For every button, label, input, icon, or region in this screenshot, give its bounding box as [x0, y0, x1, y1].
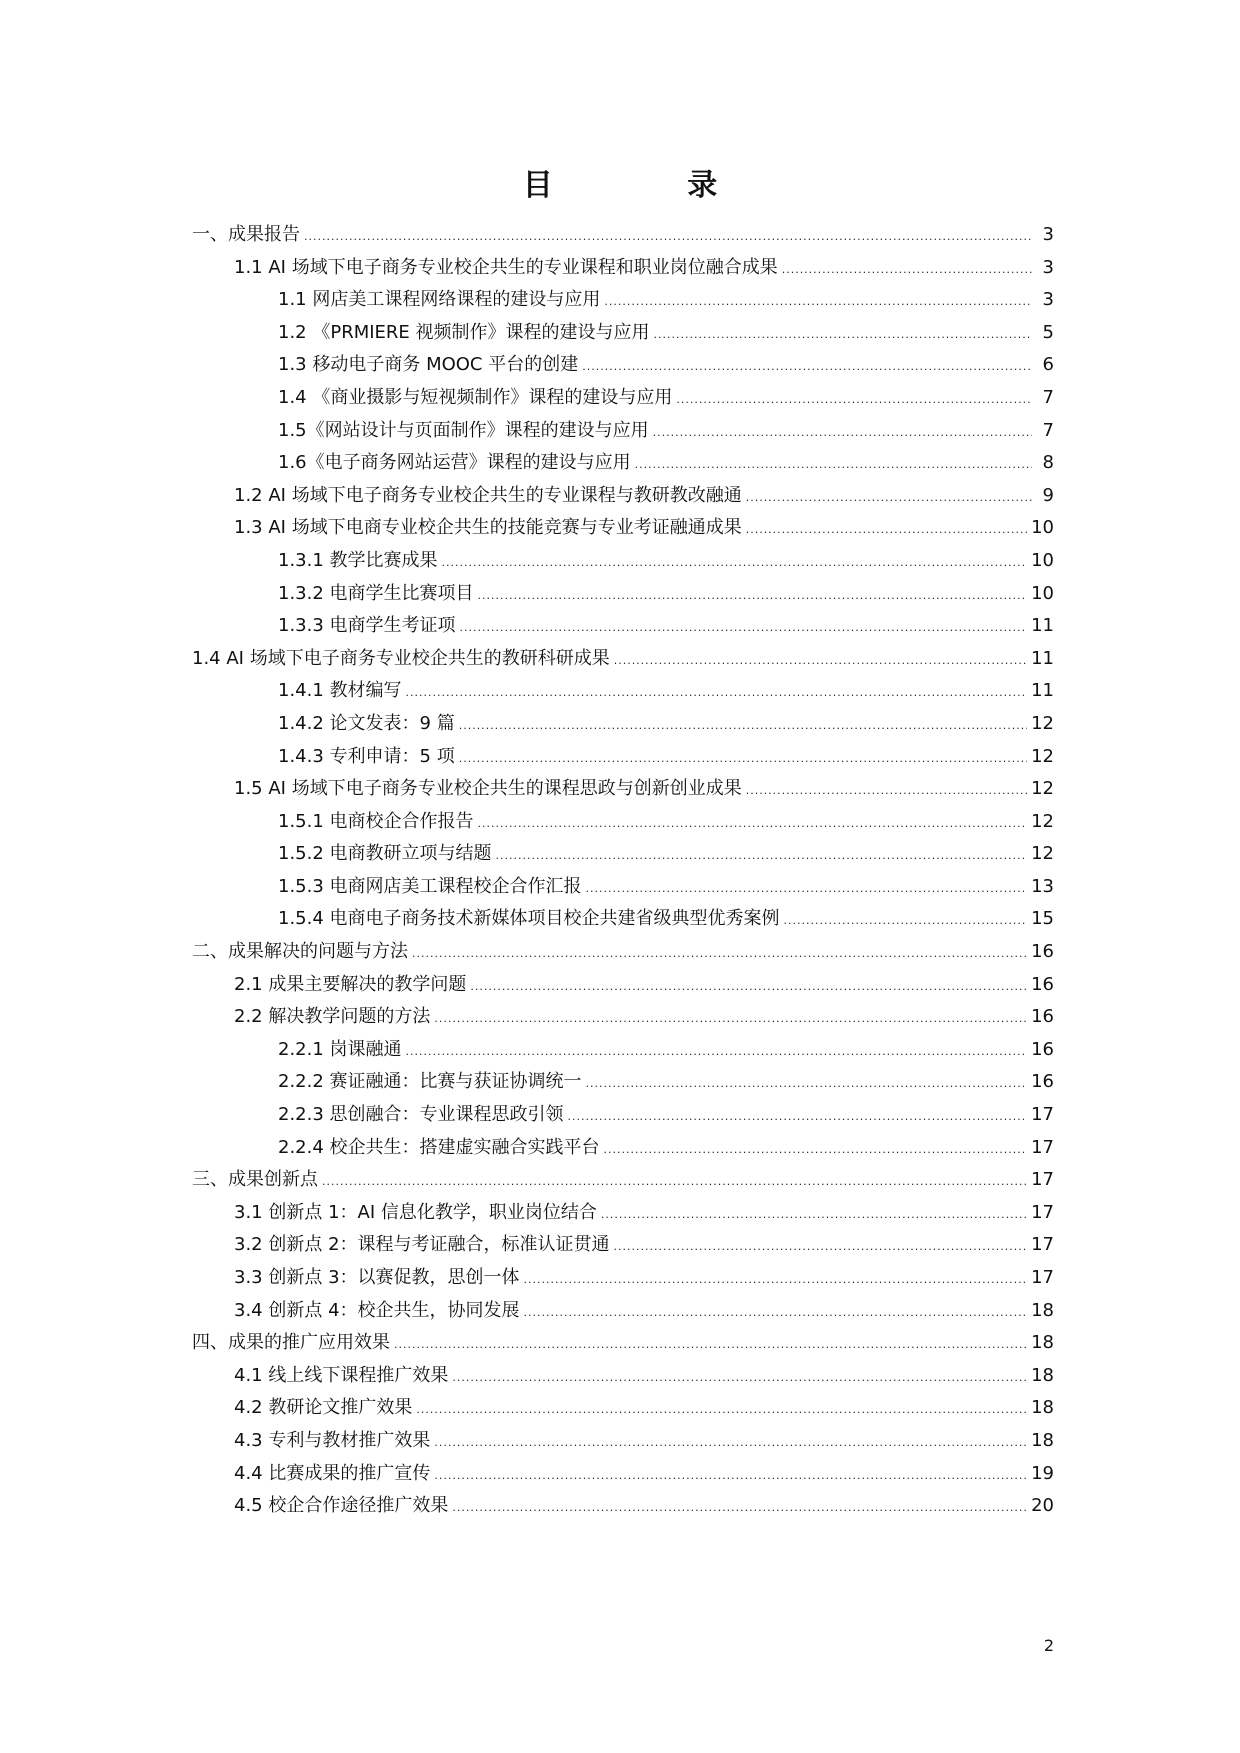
toc-dot-leader: [406, 677, 1028, 710]
toc-entry-title: 3.3 创新点 3：以赛促教，思创一体: [234, 1267, 520, 1288]
toc-entry[interactable]: [192, 545, 1054, 578]
toc-entry-title: 1.3 移动电子商务 MOOC 平台的创建: [278, 354, 579, 376]
toc-entry-page: 18: [1031, 1397, 1054, 1419]
toc-dot-leader: [614, 645, 1027, 678]
toc-dot-leader: [470, 971, 1027, 1004]
toc-entry-page: 18: [1031, 1332, 1054, 1354]
toc-entry-title: 1.5.2 电商教研立项与结题: [278, 843, 492, 865]
toc-entry-title: 1.3.2 电商学生比赛项目: [278, 582, 474, 604]
toc-entry-title: 4.5 校企合作途径推广效果: [234, 1495, 449, 1517]
toc-dot-leader: [746, 514, 1027, 547]
toc-entry-page: 15: [1031, 908, 1054, 930]
toc-entry-page: 17: [1031, 1234, 1054, 1256]
toc-entry-page: 7: [1042, 386, 1054, 408]
toc-dot-leader: [394, 1329, 1027, 1362]
toc-entry-title: 三、成果创新点: [192, 1169, 318, 1191]
toc-entry-title: 1.5.1 电商校企合作报告: [278, 810, 474, 832]
toc-entry-page: 9: [1042, 484, 1054, 506]
toc-entry-title: 4.3 专利与教材推广效果: [234, 1429, 431, 1451]
toc-entry[interactable]: [192, 284, 1054, 317]
toc-entry-page: 16: [1031, 973, 1054, 995]
toc-entry-page: 16: [1031, 941, 1054, 963]
table-of-contents: [192, 219, 1054, 1523]
toc-entry[interactable]: [192, 415, 1054, 448]
toc-dot-leader: [452, 1492, 1027, 1525]
toc-entry-page: 3: [1042, 256, 1054, 278]
toc-dot-leader: [604, 286, 1032, 319]
toc-dot-leader: [746, 775, 1027, 808]
toc-dot-leader: [601, 1199, 1027, 1232]
toc-entry-title: 2.2 解决教学问题的方法: [234, 1006, 431, 1028]
toc-entry-page: 10: [1031, 582, 1054, 604]
toc-dot-leader: [654, 319, 1032, 352]
toc-dot-leader: [459, 710, 1027, 743]
toc-dot-leader: [478, 808, 1028, 841]
toc-dot-leader: [582, 351, 1032, 384]
toc-dot-leader: [782, 254, 1032, 287]
toc-dot-leader: [784, 905, 1028, 938]
toc-entry-title: 3.1 创新点 1：AI 信息化教学，职业岗位结合: [234, 1201, 597, 1223]
toc-dot-leader: [604, 1134, 1028, 1167]
toc-dot-leader: [322, 1166, 1027, 1199]
toc-entry[interactable]: [192, 1458, 1054, 1491]
toc-entry-title: 1.3.3 电商学生考证项: [278, 615, 456, 637]
toc-entry[interactable]: [192, 480, 1054, 513]
toc-title: 目 录: [522, 168, 780, 203]
toc-entry-page: 16: [1031, 1038, 1054, 1060]
toc-entry[interactable]: [192, 1132, 1054, 1165]
toc-entry-title: 二、成果解决的问题与方法: [192, 941, 408, 963]
toc-entry-title: 1.2 AI 场域下电子商务专业校企共生的专业课程与教研教改融通: [234, 484, 742, 506]
toc-dot-leader: [416, 1394, 1027, 1427]
toc-entry-page: 17: [1031, 1267, 1054, 1288]
toc-entry-title: 1.5.4 电商电子商务技术新媒体项目校企共建省级典型优秀案例: [278, 908, 780, 930]
toc-entry-page: 8: [1042, 452, 1054, 474]
toc-dot-leader: [586, 1068, 1028, 1101]
toc-entry[interactable]: [192, 1295, 1054, 1328]
toc-entry-page: 12: [1031, 843, 1054, 865]
toc-dot-leader: [442, 547, 1028, 580]
toc-entry[interactable]: [192, 610, 1054, 643]
toc-entry[interactable]: [192, 219, 1054, 252]
toc-entry-title: 1.4.3 专利申请：5 项: [278, 745, 455, 767]
toc-entry-page: 10: [1031, 517, 1054, 539]
toc-entry-title: 1.6《电子商务网站运营》课程的建设与应用: [278, 452, 631, 474]
toc-entry[interactable]: [192, 1229, 1054, 1262]
toc-entry-page: 12: [1031, 745, 1054, 767]
toc-entry[interactable]: [192, 382, 1054, 415]
toc-entry-title: 4.1 线上线下课程推广效果: [234, 1364, 449, 1386]
toc-entry-page: 16: [1031, 1071, 1054, 1093]
toc-entry-page: 11: [1031, 680, 1054, 702]
toc-entry-page: 19: [1031, 1462, 1054, 1484]
toc-dot-leader: [460, 612, 1028, 645]
toc-entry-title: 1.5 AI 场域下电子商务专业校企共生的课程思政与创新创业成果: [234, 778, 742, 800]
toc-entry-page: 18: [1031, 1429, 1054, 1451]
toc-dot-leader: [496, 840, 1028, 873]
toc-entry-page: 17: [1031, 1104, 1054, 1126]
toc-dot-leader: [568, 1101, 1028, 1134]
toc-entry-title: 1.4 《商业摄影与短视频制作》课程的建设与应用: [278, 386, 673, 408]
toc-entry[interactable]: [192, 708, 1054, 741]
toc-entry-page: 6: [1042, 354, 1054, 376]
toc-entry-title: 2.1 成果主要解决的教学问题: [234, 973, 467, 995]
toc-entry[interactable]: [192, 317, 1054, 350]
toc-dot-leader: [524, 1297, 1028, 1330]
toc-entry[interactable]: [192, 1490, 1054, 1523]
toc-entry[interactable]: [192, 871, 1054, 904]
toc-entry-page: 10: [1031, 549, 1054, 571]
toc-entry-page: 3: [1042, 224, 1054, 245]
toc-entry-title: 1.1 网店美工课程网络课程的建设与应用: [278, 289, 601, 311]
toc-entry[interactable]: [192, 1099, 1054, 1132]
toc-entry[interactable]: [192, 1001, 1054, 1034]
toc-entry-page: 11: [1031, 615, 1054, 637]
toc-dot-leader: [635, 449, 1032, 482]
toc-entry[interactable]: [192, 1425, 1054, 1458]
toc-dot-leader: [434, 1460, 1027, 1493]
toc-dot-leader: [434, 1003, 1027, 1036]
toc-dot-leader: [524, 1264, 1028, 1297]
toc-entry-title: 3.4 创新点 4：校企共生，协同发展: [234, 1299, 520, 1321]
toc-entry-title: 四、成果的推广应用效果: [192, 1332, 390, 1354]
toc-dot-leader: [304, 221, 1032, 254]
toc-entry-page: 18: [1031, 1299, 1054, 1321]
toc-entry-title: 2.2.4 校企共生：搭建虚实融合实践平台: [278, 1136, 600, 1158]
toc-entry-title: 一、成果报告: [192, 224, 300, 245]
toc-entry[interactable]: [192, 903, 1054, 936]
toc-dot-leader: [586, 873, 1028, 906]
toc-dot-leader: [746, 482, 1032, 515]
toc-entry[interactable]: [192, 969, 1054, 1002]
toc-entry[interactable]: [192, 806, 1054, 839]
toc-dot-leader: [676, 384, 1032, 417]
toc-entry-page: 17: [1031, 1201, 1054, 1223]
toc-entry-page: 12: [1031, 810, 1054, 832]
toc-entry[interactable]: [192, 936, 1054, 969]
toc-entry-page: 7: [1042, 419, 1054, 441]
toc-entry[interactable]: [192, 1164, 1054, 1197]
toc-entry-page: 12: [1031, 712, 1054, 734]
toc-entry[interactable]: [192, 447, 1054, 480]
page-number: 2: [1043, 1636, 1054, 1655]
toc-entry-title: 2.2.2 赛证融通：比赛与获证协调统一: [278, 1071, 582, 1093]
toc-dot-leader: [412, 938, 1027, 971]
toc-entry[interactable]: [192, 675, 1054, 708]
toc-entry[interactable]: [192, 643, 1054, 676]
toc-entry-page: 13: [1031, 875, 1054, 897]
toc-entry-page: 17: [1031, 1169, 1054, 1191]
toc-entry-page: 18: [1031, 1364, 1054, 1386]
toc-entry-title: 1.3 AI 场域下电商专业校企共生的技能竞赛与专业考证融通成果: [234, 517, 742, 539]
toc-entry[interactable]: [192, 1034, 1054, 1067]
toc-entry-title: 2.2.3 思创融合：专业课程思政引领: [278, 1104, 564, 1126]
toc-entry-title: 1.1 AI 场域下电子商务专业校企共生的专业课程和职业岗位融合成果: [234, 256, 778, 278]
toc-entry[interactable]: [192, 252, 1054, 285]
toc-entry-page: 20: [1031, 1495, 1054, 1517]
toc-entry-page: 12: [1031, 778, 1054, 800]
toc-entry-title: 4.2 教研论文推广效果: [234, 1397, 413, 1419]
toc-entry[interactable]: [192, 1327, 1054, 1360]
toc-entry-title: 1.5《网站设计与页面制作》课程的建设与应用: [278, 419, 649, 441]
toc-entry[interactable]: [192, 1066, 1054, 1099]
toc-entry-page: 3: [1042, 289, 1054, 311]
toc-entry[interactable]: [192, 838, 1054, 871]
toc-dot-leader: [459, 743, 1027, 776]
toc-dot-leader: [452, 1362, 1027, 1395]
toc-entry[interactable]: [192, 349, 1054, 382]
toc-entry[interactable]: [192, 1197, 1054, 1230]
toc-dot-leader: [478, 580, 1028, 613]
toc-dot-leader: [406, 1036, 1028, 1069]
toc-dot-leader: [434, 1427, 1027, 1460]
toc-entry-title: 1.3.1 教学比赛成果: [278, 549, 438, 571]
toc-entry[interactable]: [192, 773, 1054, 806]
toc-entry-title: 1.4.2 论文发表：9 篇: [278, 712, 455, 734]
toc-entry[interactable]: [192, 512, 1054, 545]
toc-entry[interactable]: [192, 1262, 1054, 1295]
toc-entry[interactable]: [192, 578, 1054, 611]
toc-entry-title: 2.2.1 岗课融通: [278, 1038, 402, 1060]
toc-entry-title: 1.2 《PRMIERE 视频制作》课程的建设与应用: [278, 321, 650, 343]
toc-entry-page: 16: [1031, 1006, 1054, 1028]
toc-entry-title: 1.4 AI 场域下电子商务专业校企共生的教研科研成果: [192, 647, 610, 669]
toc-entry-title: 1.5.3 电商网店美工课程校企合作汇报: [278, 875, 582, 897]
toc-entry-page: 11: [1031, 647, 1054, 669]
toc-dot-leader: [653, 417, 1032, 450]
toc-entry[interactable]: [192, 1360, 1054, 1393]
toc-entry-title: 1.4.1 教材编写: [278, 680, 402, 702]
toc-entry[interactable]: [192, 1392, 1054, 1425]
toc-entry-page: 5: [1042, 321, 1054, 343]
toc-entry-title: 4.4 比赛成果的推广宣传: [234, 1462, 431, 1484]
toc-entry-page: 17: [1031, 1136, 1054, 1158]
toc-entry[interactable]: [192, 741, 1054, 774]
toc-dot-leader: [614, 1231, 1028, 1264]
toc-entry-title: 3.2 创新点 2：课程与考证融合，标准认证贯通: [234, 1234, 610, 1256]
